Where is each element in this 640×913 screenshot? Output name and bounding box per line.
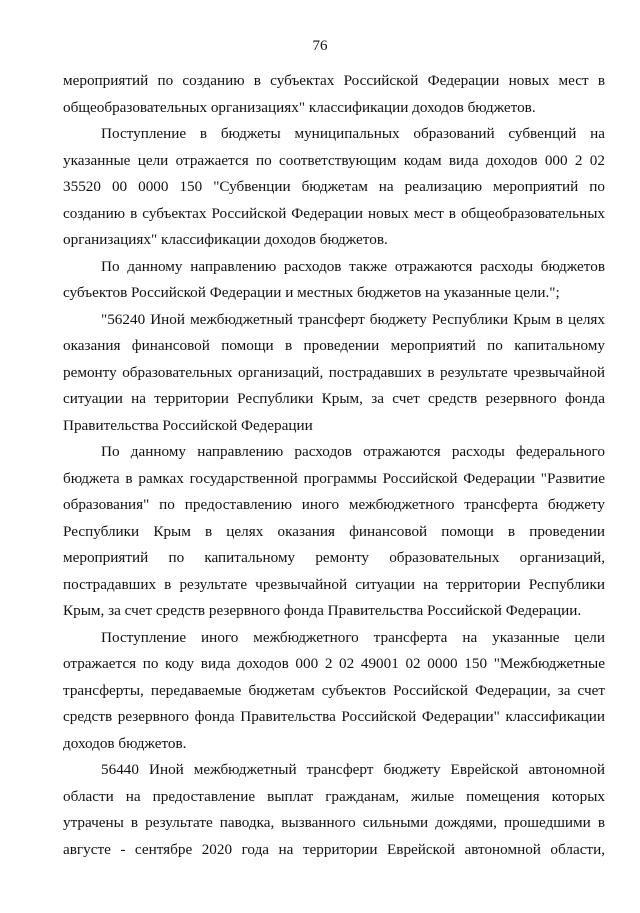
document-body: [63, 68, 605, 863]
paragraph-subventions-receipt: Поступление в бюджеты муниципальных образований субвенций на указанные цели отражается по соответствующим кодам вида доходов 000 2 02 35520 00 0000 150 "Субвенции бюджетам на реализацию мероприятий по созданию в субъектах Российской Федерации новых мест в общеобразовательных организациях" классификации доходов бюджетов.: [63, 125, 605, 248]
paragraph-regional-expenses: По данному направлению расходов также отражаются расходы бюджетов субъектов Российской Федерации и местных бюджетов на указанные цели.";: [63, 257, 605, 301]
paragraph-56240-expenses: По данному направлению расходов отражаются расходы федерального бюджета в рамках государственной программы Российской Федерации "Развитие образования" по предоставлению иного межбюджетного трансферта бюджету Республики Крым в целях оказания финансовой помощи в проведении мероприятий по капитальному ремонту образовательных организаций, пострадавших в результате чрезвычайной ситуации на территории Республики Крым, за счет средств резервного фонда Правительства Российской Федерации.: [63, 443, 605, 619]
paragraph-continuation: мероприятий по созданию в субъектах Российской Федерации новых мест в общеобразовательных организациях" классификации доходов бюджетов.: [63, 72, 605, 116]
paragraph-56440-heading: 56440 Иной межбюджетный трансферт бюджету Еврейской автономной области на предоставление выплат гражданам, жилые помещения которых утрачены в результате паводка, вызванного сильными дождями, прошедшими в августе - сентябре 2020 года на территории Еврейской автономной области,: [63, 761, 605, 858]
paragraph-56240-heading: "56240 Иной межбюджетный трансферт бюджету Республики Крым в целях оказания финансовой помощи в проведении мероприятий по капитальному ремонту образовательных организаций, пострадавших в результате чрезвычайной ситуации на территории Республики Крым, за счет средств резервного фонда Правительства Российской Федерации: [63, 310, 605, 434]
page-number: 76: [312, 38, 328, 54]
paragraph-56240-receipt: Поступление иного межбюджетного трансферта на указанные цели отражается по коду вида доходов 000 2 02 49001 02 0000 150 "Межбюджетные трансферты, передаваемые бюджетам субъектов Российской Федерации, за счет средств резервного фонда Правительства Российской Федерации" классификации доходов бюджетов.: [63, 628, 605, 752]
